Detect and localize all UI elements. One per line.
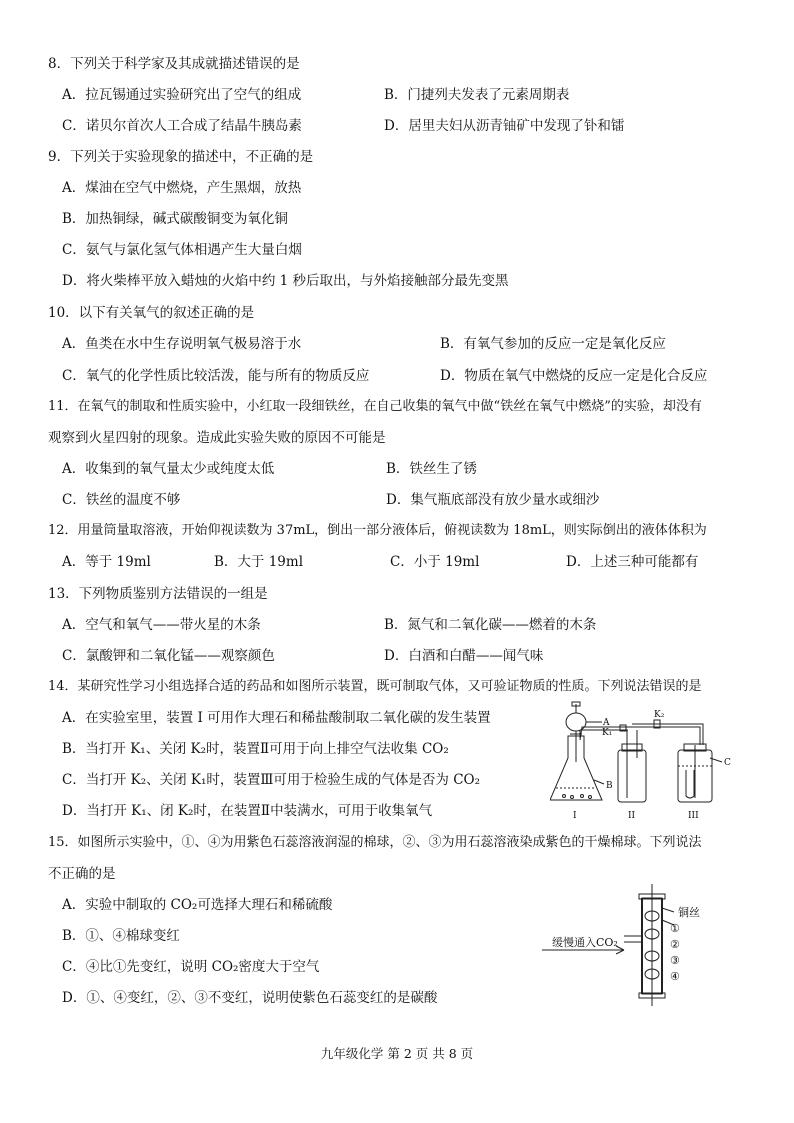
q10-option-b: B．有氧气参加的反应一定是氧化反应 xyxy=(440,336,666,352)
q13-option-a: A．空气和氧气——带火星的木条 xyxy=(62,617,261,633)
q13-stem: 13．下列物质鉴别方法错误的一组是 xyxy=(48,586,268,602)
label-1: ① xyxy=(670,922,680,935)
label-i: I xyxy=(573,811,577,821)
label-4: ④ xyxy=(670,970,680,983)
q15-stem-line1: 15．如图所示实验中，①、④为用紫色石蕊溶液润湿的棉球，②、③为用石蕊溶液染成紫色的干燥棉球。下列说法 xyxy=(48,835,702,850)
q11-option-d: D．集气瓶底部没有放少量水或细沙 xyxy=(386,492,600,508)
label-2: ② xyxy=(670,938,680,951)
q13-option-d: D．白酒和白醋——闻气味 xyxy=(384,648,544,664)
bottle-ii xyxy=(618,750,646,802)
q11-option-b: B．铁丝生了锈 xyxy=(386,461,477,477)
label-ii: II xyxy=(628,811,636,821)
q12-option-c: C．小于 19ml xyxy=(390,554,480,570)
q10-option-d: D．物质在氧气中燃烧的反应一定是化合反应 xyxy=(440,368,708,384)
label-iii: III xyxy=(688,811,699,821)
q8-option-c: C．诺贝尔首次人工合成了结晶牛胰岛素 xyxy=(62,118,302,134)
q11-stem-line2: 观察到火星四射的现象。造成此实验失败的原因不可能是 xyxy=(48,430,386,446)
q12-stem: 12．用量筒量取溶液，开始仰视读数为 37mL，倒出一部分液体后，俯视读数为 18mL，则实际倒出的液体体积为 xyxy=(48,523,707,538)
label-b: B xyxy=(606,781,613,791)
q14-option-d: D．当打开 K₁、闭 K₂时，在装置Ⅱ中装满水，可用于收集氧气 xyxy=(62,803,433,819)
q9-option-a: A．煤油在空气中燃烧，产生黑烟，放热 xyxy=(62,180,302,196)
q14-option-c: C．当打开 K₂、关闭 K₁时，装置Ⅲ可用于检验生成的气体是否为 CO₂ xyxy=(62,772,481,788)
q12-option-a: A．等于 19ml xyxy=(62,554,151,570)
q13-option-b: B．氮气和二氧化碳——燃着的木条 xyxy=(384,617,597,633)
page-footer: 九年级化学 第 2 页 共 8 页 xyxy=(320,1046,474,1061)
label-inlet: 缓慢通入CO₂ xyxy=(552,936,618,949)
q11-stem-line1: 11．在氧气的制取和性质实验中，小红取一段细铁丝，在自己收集的氧气中做“铁丝在氧气中燃烧”的实验，却没有 xyxy=(48,399,702,414)
label-a: A xyxy=(603,718,610,728)
q14-stem: 14．某研究性学习小组选择合适的药品和如图所示装置，既可制取气体，又可验证物质的性质。下列说法错误的是 xyxy=(48,679,702,694)
q15-tube-figure xyxy=(540,880,740,1010)
q14-option-a: A．在实验室里，装置 I 可用作大理石和稀盐酸制取二氧化碳的发生装置 xyxy=(62,710,491,726)
q9-stem: 9．下列关于实验现象的描述中，不正确的是 xyxy=(48,149,314,165)
q10-option-c: C．氧气的化学性质比较活泼，能与所有的物质反应 xyxy=(62,368,370,384)
label-k1: K₁ xyxy=(602,728,613,738)
q12-option-d: D．上述三种可能都有 xyxy=(566,554,699,570)
q10-stem: 10．以下有关氧气的叙述正确的是 xyxy=(48,305,255,321)
q15-option-d: D．①、④变红，②、③不变红，说明使紫色石蕊变红的是碳酸 xyxy=(62,990,438,1006)
q15-option-c: C．④比①先变红，说明 CO₂密度大于空气 xyxy=(62,959,320,975)
q15-stem-line2: 不正确的是 xyxy=(48,866,116,882)
label-c: C xyxy=(724,758,731,768)
q9-option-d: D．将火柴棒平放入蜡烛的火焰中约 1 秒后取出，与外焰接触部分最先变黑 xyxy=(62,273,509,289)
q8-option-b: B．门捷列夫发表了元素周期表 xyxy=(384,87,570,103)
q10-option-a: A．鱼类在水中生存说明氧气极易溶于水 xyxy=(62,336,302,352)
q14-option-b: B．当打开 K₁、关闭 K₂时，装置Ⅱ可用于向上排空气法收集 CO₂ xyxy=(62,741,449,757)
label-wire: 铜丝 xyxy=(678,906,700,919)
q11-option-a: A．收集到的氧气量太少或纯度太低 xyxy=(62,461,275,477)
q13-option-c: C．氯酸钾和二氧化锰——观察颜色 xyxy=(62,648,275,664)
q15-option-b: B．①、④棉球变红 xyxy=(62,928,180,944)
q8-option-d: D．居里夫妇从沥青铀矿中发现了钋和镭 xyxy=(384,118,625,134)
q12-option-b: B．大于 19ml xyxy=(214,554,304,570)
label-3: ③ xyxy=(670,954,680,967)
q15-option-a: A．实验中制取的 CO₂可选择大理石和稀硫酸 xyxy=(62,897,333,913)
q11-option-c: C．铁丝的温度不够 xyxy=(62,492,181,508)
q8-option-a: A．拉瓦锡通过实验研究出了空气的组成 xyxy=(62,87,302,103)
q9-option-c: C．氨气与氯化氢气体相遇产生大量白烟 xyxy=(62,242,302,258)
funnel-bulb xyxy=(566,713,586,731)
q14-apparatus-figure xyxy=(550,700,750,825)
label-k2: K₂ xyxy=(654,710,665,720)
q9-option-b: B．加热铜绿，碱式碳酸铜变为氧化铜 xyxy=(62,211,288,227)
q8-stem: 8．下列关于科学家及其成就描述错误的是 xyxy=(48,56,300,72)
